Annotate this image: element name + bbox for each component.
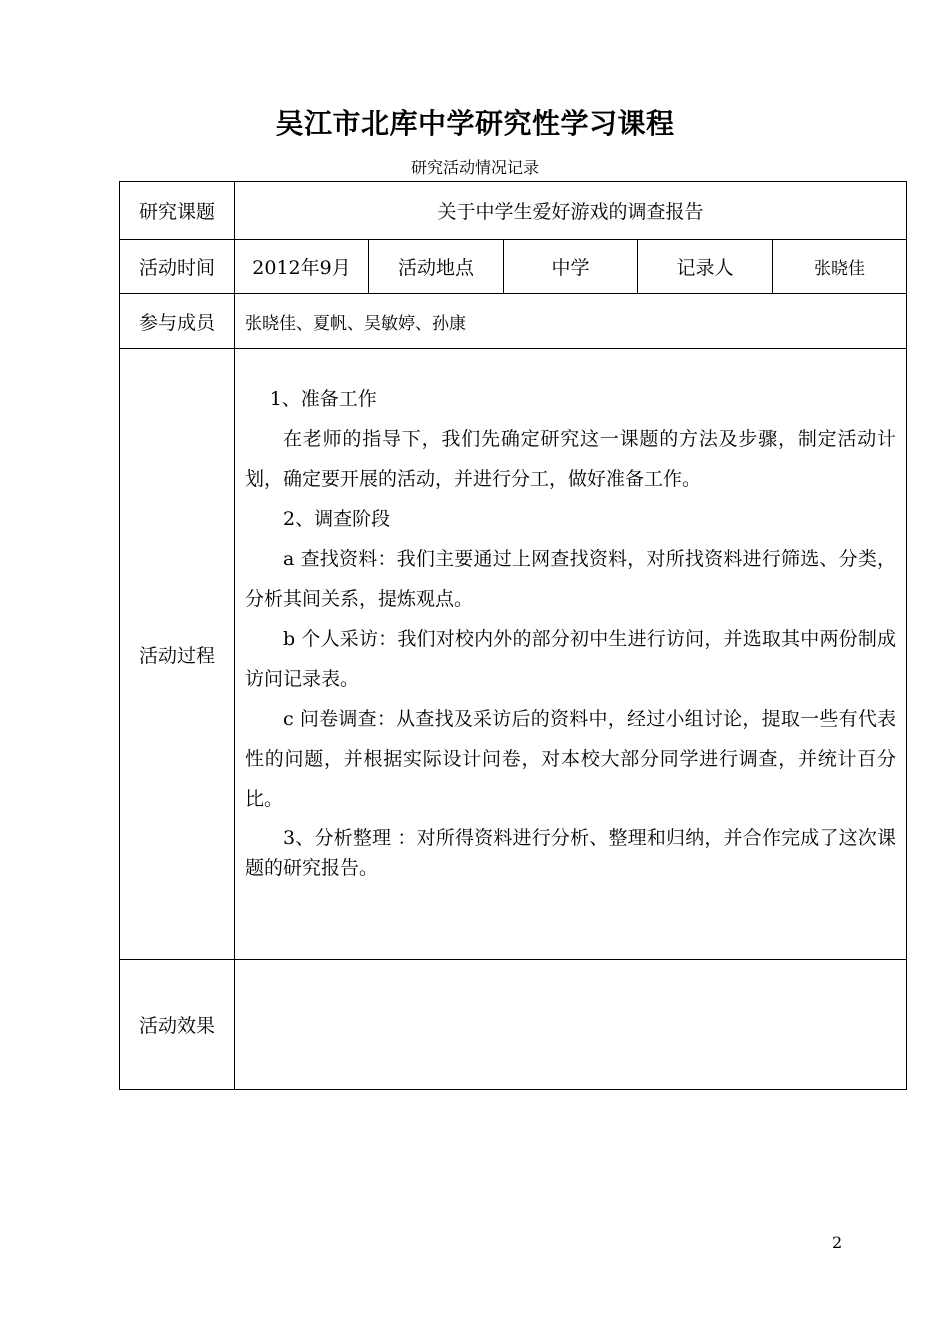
process-paragraph: 2、调查阶段 <box>283 508 391 530</box>
members-label: 参与成员 <box>120 294 235 349</box>
process-row <box>120 349 907 960</box>
page-number: 2 <box>832 1233 843 1252</box>
recorder-label: 记录人 <box>638 240 773 294</box>
place-label: 活动地点 <box>369 240 504 294</box>
process-paragraph: 1、准备工作 <box>269 388 377 410</box>
time-place-row <box>120 240 907 294</box>
document-title: 吴江市北库中学研究性学习课程 <box>275 107 675 140</box>
process-label: 活动过程 <box>120 349 235 960</box>
time-label: 活动时间 <box>120 240 235 294</box>
process-paragraph: c 问卷调查：从查找及采访后的资料中，经过小组讨论，提取一些有代表性的问题，并根据实际设计问卷，对本校大部分同学进行调查，并统计百分比。 <box>245 708 897 810</box>
members-row <box>120 294 907 349</box>
effect-label: 活动效果 <box>120 960 235 1090</box>
members-value: 张晓佳、夏帆、吴敏婷、孙康 <box>235 294 907 349</box>
process-paragraph: b 个人采访：我们对校内外的部分初中生进行访问，并选取其中两份制成访问记录表。 <box>245 628 897 690</box>
topic-row <box>120 182 907 240</box>
effect-value <box>235 960 907 1090</box>
effect-row <box>120 960 907 1090</box>
process-paragraph: 在老师的指导下，我们先确定研究这一课题的方法及步骤，制定活动计划，确定要开展的活动，并进行分工，做好准备工作。 <box>245 428 897 490</box>
topic-value: 关于中学生爱好游戏的调查报告 <box>235 182 907 240</box>
time-value: 2012年9月 <box>235 240 369 294</box>
topic-label: 研究课题 <box>120 182 235 240</box>
place-value: 中学 <box>504 240 638 294</box>
recorder-value: 张晓佳 <box>773 240 907 294</box>
activity-record-table <box>119 181 907 1090</box>
document-subtitle: 研究活动情况记录 <box>410 158 539 177</box>
process-content <box>235 349 907 960</box>
process-paragraph: a 查找资料：我们主要通过上网查找资料，对所找资料进行筛选、分类，分析其间关系，提炼观点。 <box>245 548 897 610</box>
process-paragraph: 3、分析整理 ：对所得资料进行分析、整理和归纳，并合作完成了这次课题的研究报告。 <box>245 827 897 879</box>
